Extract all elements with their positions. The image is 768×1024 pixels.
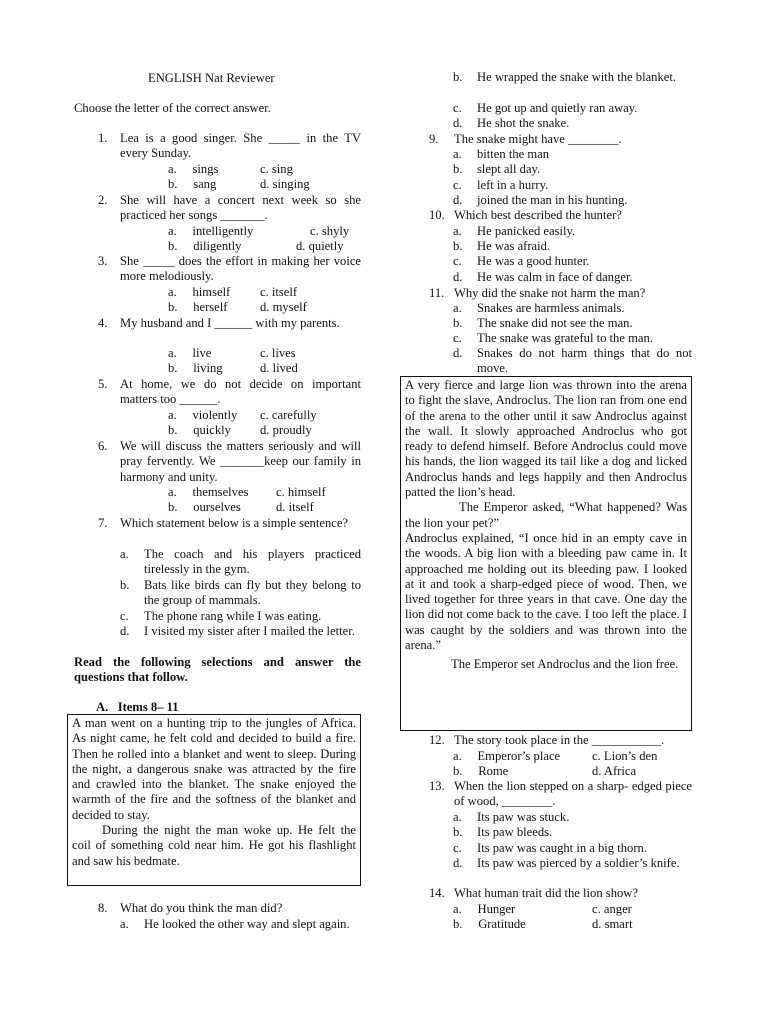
option-a[interactable]: [453, 224, 692, 239]
option-c[interactable]: [453, 101, 692, 116]
option-letter: d.: [120, 624, 130, 638]
option-letter: a.: [120, 917, 129, 931]
option-letter: c.: [453, 178, 462, 192]
option-text: I visited my sister after I mailed the letter.: [144, 624, 355, 638]
option-text: He shot the snake.: [477, 116, 570, 130]
option-d[interactable]: d. Africa: [592, 764, 637, 778]
option-a[interactable]: a. themselves: [168, 485, 249, 499]
option-letter: b.: [453, 70, 463, 84]
passage-paragraph: A man went on a hunting trip to the jungles of Africa. As night came, he felt cold and decided to build a fire. Then he rolled into a blanket and went to sleep. During the night, a dangerous snake was attracted by the fire and crawled into the blanket. The snake enjoyed the warmth of the fire and the softness of the blanket and decided to stay.: [72, 716, 356, 822]
option-d[interactable]: d. lived: [260, 361, 298, 375]
question-text: We will discuss the matters seriously and will pray fervently. We _______keep our family in harmony and unity.: [120, 439, 361, 484]
question-number: 8.: [98, 901, 108, 915]
option-a[interactable]: a. sings: [168, 162, 219, 176]
option-d[interactable]: d. singing: [260, 177, 310, 191]
option-d[interactable]: d. quietly: [296, 239, 344, 253]
question-7: [74, 516, 361, 531]
option-letter: a.: [453, 147, 462, 161]
question-number: 6.: [98, 439, 108, 453]
option-text: The phone rang while I was eating.: [144, 609, 322, 623]
option-c[interactable]: c. shyly: [310, 224, 350, 238]
passage-androclus: [400, 376, 692, 731]
question-3: [74, 254, 361, 285]
option-text: Bats like birds can fly but they belong to the group of mammals.: [144, 578, 361, 608]
option-c[interactable]: [120, 609, 361, 624]
option-c[interactable]: [453, 178, 692, 193]
option-letter: d.: [453, 346, 463, 360]
question-number: 12.: [429, 733, 445, 747]
question-text: What human trait did the lion show?: [454, 886, 638, 900]
passage-paragraph: The Emperor asked, “What happened? Was the lion your pet?”: [405, 500, 687, 530]
question-text: What do you think the man did?: [120, 901, 283, 915]
option-letter: b.: [120, 578, 130, 592]
question-9: [404, 132, 692, 147]
question-12: [404, 733, 692, 748]
option-d[interactable]: [453, 116, 692, 131]
option-letter: d.: [453, 856, 463, 870]
option-text: left in a hurry.: [477, 178, 549, 192]
question-2: [74, 193, 361, 224]
option-a[interactable]: [120, 547, 361, 578]
question-number: 11.: [429, 286, 445, 300]
option-b[interactable]: [453, 70, 692, 85]
option-b[interactable]: b. ourselves: [168, 500, 241, 514]
option-a[interactable]: [453, 810, 692, 825]
question-text: Which statement below is a simple sentence?: [120, 516, 349, 530]
option-a[interactable]: a. himself: [168, 285, 231, 299]
passage-paragraph: The Emperor set Androclus and the lion free.: [451, 657, 679, 672]
question-text: She will have a concert next week so she practiced her songs _______.: [120, 193, 361, 223]
option-letter: a.: [453, 301, 462, 315]
reading-instruction: Read the following selections and answer the questions that follow.: [74, 655, 361, 685]
question-number: 10.: [429, 208, 445, 222]
option-d[interactable]: [453, 346, 692, 377]
option-b[interactable]: b. Gratitude: [453, 917, 526, 931]
option-b[interactable]: b. living: [168, 361, 223, 375]
question-number: 7.: [98, 516, 108, 530]
option-letter: d.: [453, 193, 463, 207]
question-text: Which best described the hunter?: [454, 208, 622, 222]
option-text: He looked the other way and slept again.: [144, 917, 350, 931]
option-text: He wrapped the snake with the blanket.: [477, 70, 676, 84]
question-14: [404, 886, 692, 901]
option-text: The coach and his players practiced tirelessly in the gym.: [144, 547, 361, 577]
question-number: 2.: [98, 193, 108, 207]
question-4: [74, 316, 361, 331]
passage-hunter: [67, 714, 361, 886]
option-c[interactable]: c. himself: [276, 485, 326, 499]
option-text: Its paw was pierced by a soldier’s knife.: [477, 856, 680, 870]
question-text: At home, we do not decide on important matters too ______.: [120, 377, 361, 407]
instruction: Choose the letter of the correct answer.: [74, 101, 271, 115]
option-text: bitten the man: [477, 147, 550, 161]
option-text: He was calm in face of danger.: [477, 270, 633, 284]
option-a[interactable]: a. live: [168, 346, 212, 360]
option-c[interactable]: c. sing: [260, 162, 293, 176]
question-text: My husband and I ______ with my parents.: [120, 316, 340, 330]
option-c[interactable]: c. carefully: [260, 408, 317, 422]
option-text: Snakes are harmless animals.: [477, 301, 625, 315]
option-d[interactable]: [453, 193, 692, 208]
question-text: The snake might have ________.: [454, 132, 622, 146]
option-b[interactable]: b. diligently: [168, 239, 242, 253]
option-a[interactable]: a. violently: [168, 408, 238, 422]
question-6: [74, 439, 361, 485]
page-title: ENGLISH Nat Reviewer: [148, 71, 275, 85]
option-letter: a.: [453, 224, 462, 238]
passage-paragraph: During the night the man woke up. He felt the coil of something cold near him. He got his flashlight and saw his bedmate.: [72, 823, 356, 868]
section-heading: A. Items 8– 11: [96, 700, 179, 714]
option-c[interactable]: [453, 841, 692, 856]
option-c[interactable]: c. Lion’s den: [592, 749, 658, 763]
option-letter: d.: [453, 116, 463, 130]
option-text: The snake did not see the man.: [477, 316, 633, 330]
option-a[interactable]: a. Emperor’s place: [453, 749, 561, 763]
option-c[interactable]: [453, 331, 692, 346]
question-13: [404, 779, 692, 810]
option-d[interactable]: d. itself: [276, 500, 314, 514]
option-text: He was afraid.: [477, 239, 551, 253]
option-text: He was a good hunter.: [477, 254, 590, 268]
option-text: He panicked easily.: [477, 224, 576, 238]
question-number: 4.: [98, 316, 108, 330]
option-letter: b.: [453, 825, 463, 839]
option-d[interactable]: [453, 270, 692, 285]
option-letter: c.: [120, 609, 129, 623]
option-a[interactable]: a. intelligently: [168, 224, 254, 238]
option-d[interactable]: d. smart: [592, 917, 633, 931]
option-b[interactable]: b. Rome: [453, 764, 509, 778]
option-b[interactable]: b. quickly: [168, 423, 231, 437]
option-letter: b.: [453, 239, 463, 253]
question-10: [404, 208, 692, 223]
option-c[interactable]: c. anger: [592, 902, 632, 916]
passage-paragraph: A very fierce and large lion was thrown into the arena to fight the slave, Androclus. The lion ran from one end of the arena to the other until it saw Androclus against the wall. It slowly approached Androclus who got ready to defend himself. Before Androclus could move his hands, the lion wagged its tail like a dog and licked Androclus hands and legs happily and then Androclus patted the lion’s head.: [405, 378, 687, 500]
option-letter: c.: [453, 101, 462, 115]
option-b[interactable]: [120, 578, 361, 609]
question-text: The story took place in the ___________.: [454, 733, 665, 747]
option-b[interactable]: [453, 316, 692, 331]
question-11: [404, 286, 692, 301]
option-letter: c.: [453, 841, 462, 855]
option-letter: b.: [453, 316, 463, 330]
option-b[interactable]: [453, 825, 692, 840]
option-letter: c.: [453, 331, 462, 345]
question-text: Why did the snake not harm the man?: [454, 286, 646, 300]
question-text: She _____ does the effort in making her voice more melodiously.: [120, 254, 361, 284]
question-number: 9.: [429, 132, 439, 146]
question-number: 5.: [98, 377, 108, 391]
option-letter: a.: [120, 547, 129, 561]
option-a[interactable]: a. Hunger: [453, 902, 516, 916]
option-text: The snake was grateful to the man.: [477, 331, 653, 345]
option-text: Its paw was caught in a big thorn.: [477, 841, 647, 855]
option-text: Its paw was stuck.: [477, 810, 570, 824]
option-letter: b.: [453, 162, 463, 176]
option-c[interactable]: c. lives: [260, 346, 296, 360]
option-c[interactable]: [453, 254, 692, 269]
question-number: 3.: [98, 254, 108, 268]
option-letter: d.: [453, 270, 463, 284]
option-c[interactable]: c. itself: [260, 285, 298, 299]
option-d[interactable]: d. myself: [260, 300, 307, 314]
option-a[interactable]: [120, 917, 361, 932]
question-number: 14.: [429, 886, 445, 900]
option-text: Snakes do not harm things that do not move.: [477, 346, 692, 376]
option-d[interactable]: [453, 856, 692, 871]
option-a[interactable]: [453, 301, 692, 316]
option-text: joined the man in his hunting.: [477, 193, 628, 207]
option-b[interactable]: [453, 239, 692, 254]
option-text: Its paw bleeds.: [477, 825, 553, 839]
option-a[interactable]: [453, 147, 692, 162]
option-d[interactable]: d. proudly: [260, 423, 312, 437]
question-number: 13.: [429, 779, 445, 793]
option-text: He got up and quietly ran away.: [477, 101, 638, 115]
option-letter: a.: [453, 810, 462, 824]
question-5: [74, 377, 361, 408]
option-text: slept all day.: [477, 162, 541, 176]
question-8: [74, 901, 361, 916]
question-text: When the lion stepped on a sharp- edged piece of wood, ________.: [454, 779, 692, 809]
question-text: Lea is a good singer. She _____ in the TV every Sunday.: [120, 131, 361, 161]
option-b[interactable]: b. herself: [168, 300, 228, 314]
question-1: [74, 131, 361, 162]
option-b[interactable]: [453, 162, 692, 177]
option-d[interactable]: [120, 624, 361, 639]
option-b[interactable]: b. sang: [168, 177, 217, 191]
passage-paragraph: Androclus explained, “I once hid in an empty cave in the woods. A big lion with a bleeding paw came in. It approached me holding out its bleeding paw. I looked at it and took a sharp-edged piece of wood. Then, we lived together for three years in that cave. One day the lion did not come back to the cave. I too left the place. I was caught by the soldiers and was thrown into the arena.”: [405, 530, 687, 653]
option-letter: c.: [453, 254, 462, 268]
question-number: 1.: [98, 131, 108, 145]
